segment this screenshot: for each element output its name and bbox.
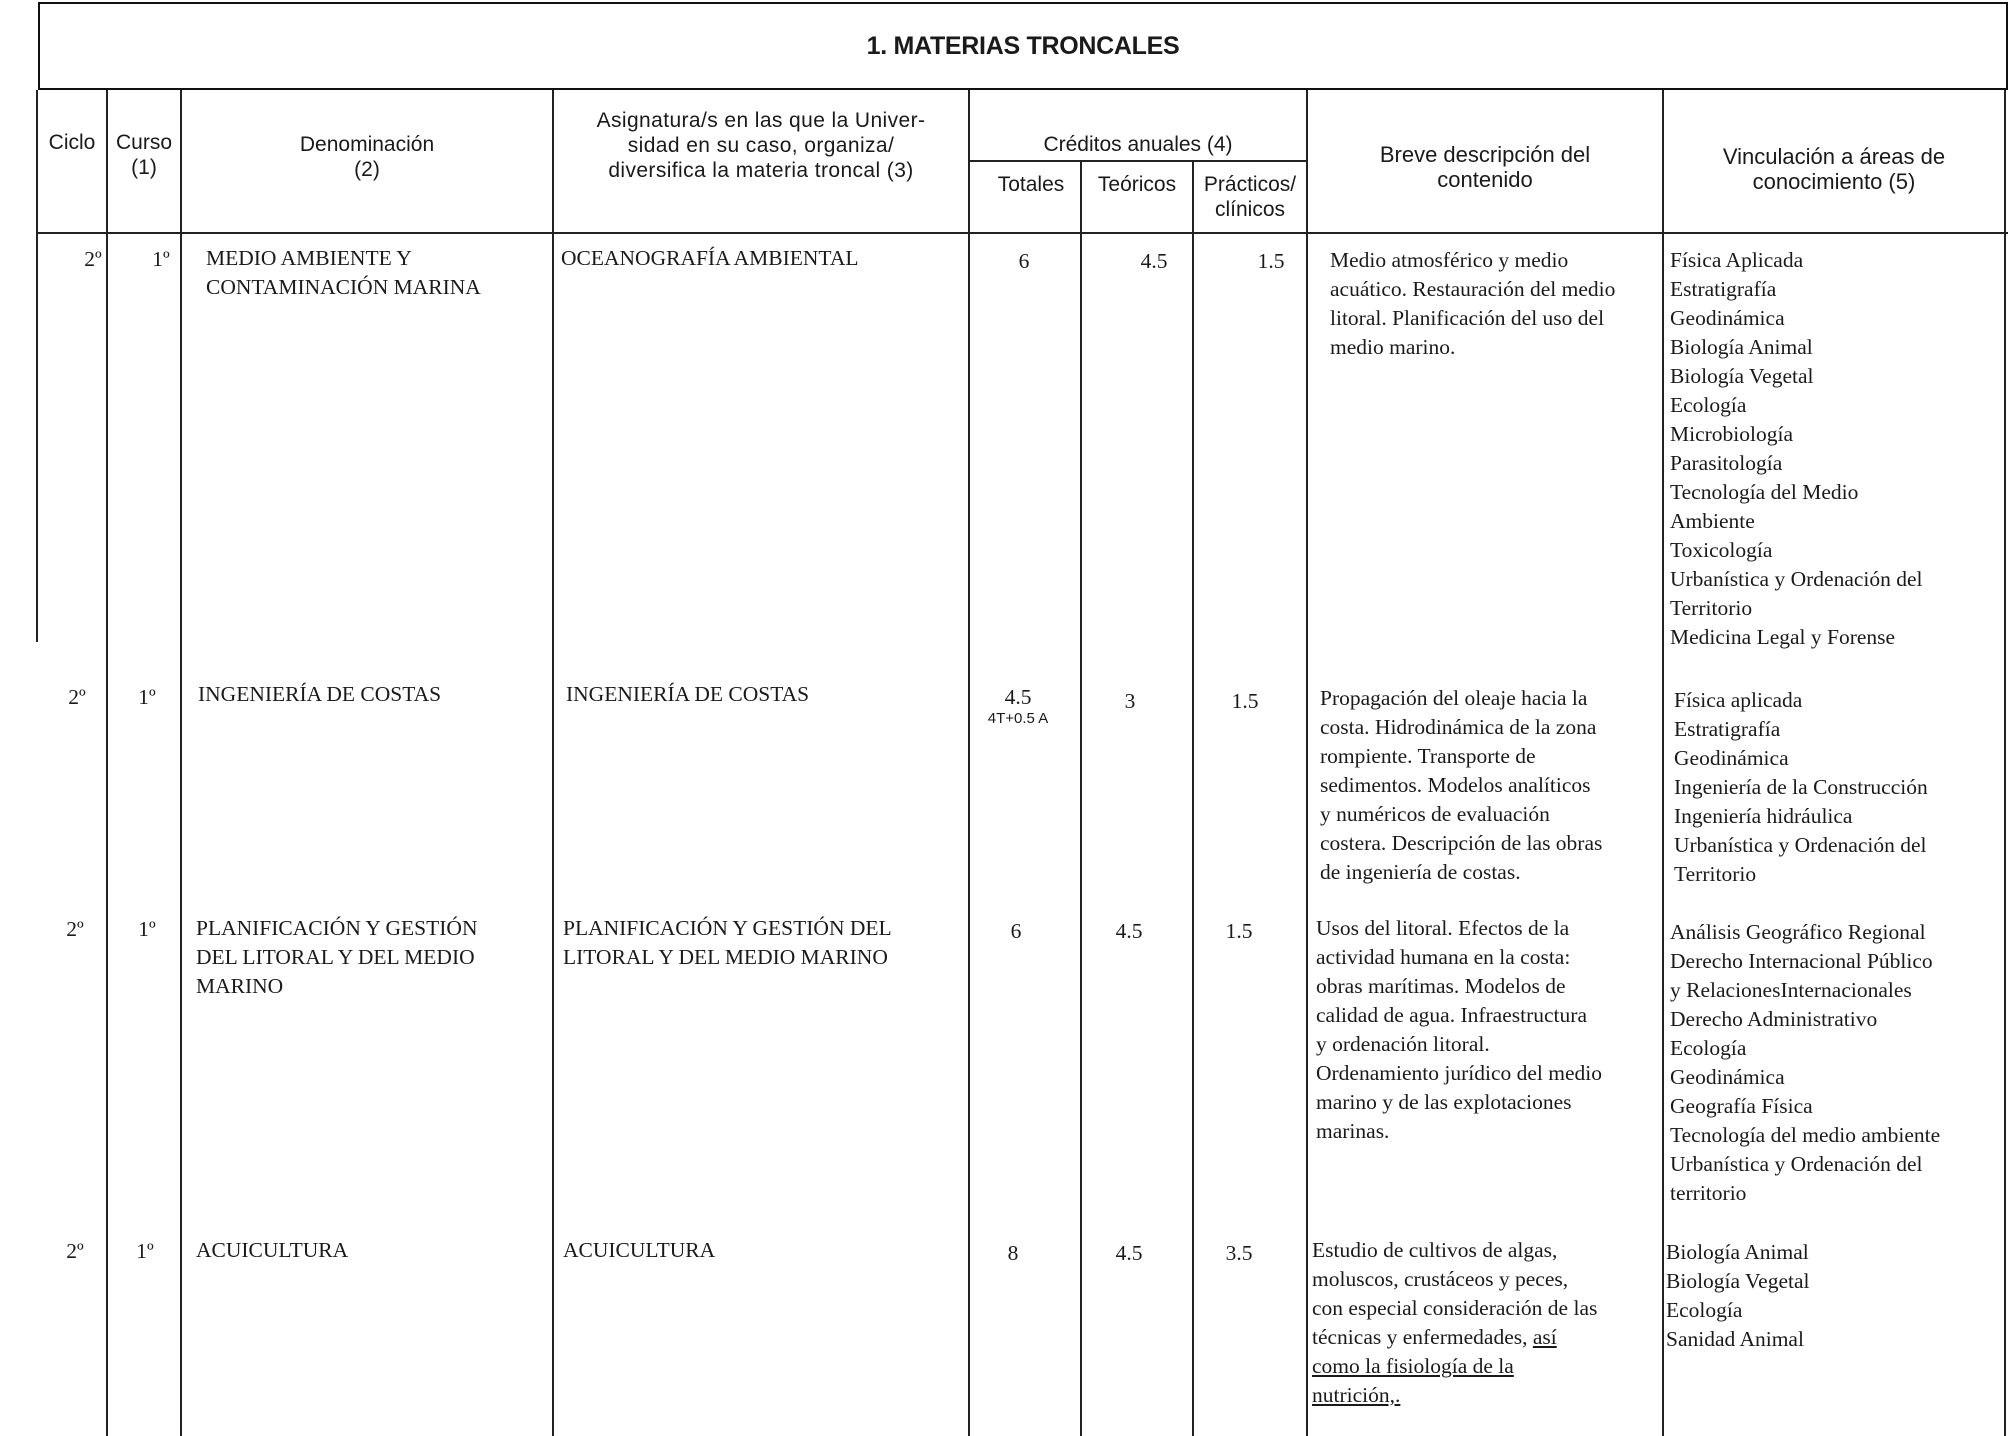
left-border [36, 90, 38, 642]
row-2-ciclo: 2º [68, 685, 86, 709]
row-2-asignatura: INGENIERÍA DE COSTAS [566, 682, 810, 706]
row-4-curso: 1º [136, 1239, 154, 1263]
row-4-teoricos: 4.5 [1115, 1241, 1143, 1265]
row-2-vinculacion: Física aplicada Estratigrafía Geodinámica Ingeniería de la Construcción Ingeniería hidráulica Urbanística y Ordenación del Territorio [1674, 688, 1928, 886]
row-2-practicos: 1.5 [1231, 689, 1259, 713]
row-3-asignatura: PLANIFICACIÓN Y GESTIÓN DEL LITORAL Y DEL MEDIO MARINO [563, 916, 892, 969]
credits-sub-rule [968, 160, 1308, 162]
header-totales: Totales [997, 173, 1065, 196]
row-1-asignatura: OCEANOGRAFÍA AMBIENTAL [561, 246, 859, 270]
row-1-practicos: 1.5 [1257, 249, 1285, 273]
col-divider-ciclo [106, 90, 108, 1436]
row-3-descripcion: Usos del litoral. Efectos de la actividad humana en la costa: obras marítimas. Modelos de calidad de agua. Infraestructura y ordenación litoral. Ordenamiento jurídico del medio marino y de las explotaciones marinas. [1316, 916, 1602, 1143]
row-4-vinculacion: Biología Animal Biología Vegetal Ecología Sanidad Animal [1666, 1240, 1810, 1351]
header-practicos: Prácticos/ clínicos [1203, 173, 1297, 221]
header-denominacion: Denominación (2) [299, 133, 435, 181]
row-2-denominacion: INGENIERÍA DE COSTAS [198, 682, 442, 706]
row-1-vinculacion: Física Aplicada Estratigrafía Geodinámica Biología Animal Biología Vegetal Ecología Microbiología Parasitología Tecnología del Medio Ambiente Toxicología Urbanística y Ordenación del Territorio Medicina Legal y Forense [1670, 248, 1923, 649]
row-1-totales: 6 [1018, 249, 1030, 273]
row-2-curso: 1º [138, 685, 156, 709]
right-border [2004, 90, 2006, 1436]
row-4-denominacion: ACUICULTURA [196, 1238, 349, 1262]
row-1-ciclo: 2º [84, 247, 102, 271]
header-teoricos: Teóricos [1097, 173, 1177, 196]
col-divider-totales [1080, 160, 1082, 1436]
row-1-denominacion: MEDIO AMBIENTE Y CONTAMINACIÓN MARINA [206, 246, 481, 299]
header-curso: Curso (1) [115, 131, 173, 179]
header-descripcion: Breve descripción del contenido [1379, 142, 1591, 192]
row-4-practicos: 3.5 [1225, 1241, 1253, 1265]
row-2-descripcion: Propagación del oleaje hacia la costa. Hidrodinámica de la zona rompiente. Transporte de sedimentos. Modelos analíticos y numéricos de evaluación costera. Descripción de las obras de ingeniería de costas. [1320, 686, 1603, 884]
row-3-practicos: 1.5 [1225, 919, 1253, 943]
row-1-curso: 1º [152, 247, 170, 271]
row-3-denominacion: PLANIFICACIÓN Y GESTIÓN DEL LITORAL Y DEL MEDIO MARINO [196, 916, 478, 998]
page-title: 1. MATERIAS TRONCALES [38, 2, 2008, 90]
header-ciclo: Ciclo [48, 131, 96, 154]
row-4-descripcion-underlined: así como la fisiología de la nutrición,. [1312, 1325, 1557, 1407]
row-2-totales-note: 4T+0.5 A [987, 710, 1049, 727]
header-bottom-rule [36, 232, 2008, 234]
row-4-ciclo: 2º [66, 1239, 84, 1263]
row-4-descripcion-text: Estudio de cultivos de algas, moluscos, crustáceos y peces, con especial consideración de las técnicas y enfermedades, [1312, 1238, 1598, 1349]
row-4-descripcion [1312, 1236, 1662, 1410]
row-4-totales: 8 [1007, 1241, 1019, 1265]
row-3-totales: 6 [1010, 919, 1022, 943]
row-1-teoricos: 4.5 [1140, 249, 1168, 273]
row-2-totales-value: 4.5 [1004, 685, 1032, 709]
col-divider-asignatura [968, 90, 970, 1436]
row-3-ciclo: 2º [66, 917, 84, 941]
col-divider-practicos [1306, 90, 1308, 1436]
row-4-asignatura: ACUICULTURA [563, 1238, 716, 1262]
row-2-totales [980, 684, 1056, 728]
header-creditos: Créditos anuales (4) [1043, 133, 1233, 156]
header-asignatura: Asignatura/s en las que la Univer- sidad en su caso, organiza/ diversifica la materia troncal (3) [596, 109, 926, 182]
col-divider-descripcion [1662, 90, 1664, 1436]
header-vinculacion: Vinculación a áreas de conocimiento (5) [1722, 144, 1946, 194]
col-divider-denominacion [552, 90, 554, 1436]
row-3-teoricos: 4.5 [1115, 919, 1143, 943]
row-2-teoricos: 3 [1124, 689, 1136, 713]
col-divider-teoricos [1192, 160, 1194, 1436]
row-1-descripcion: Medio atmosférico y medio acuático. Restauración del medio litoral. Planificación del uso del medio marino. [1330, 248, 1616, 359]
row-3-vinculacion: Análisis Geográfico Regional Derecho Internacional Público y RelacionesInternacionales Derecho Administrativo Ecología Geodinámica Geografía Física Tecnología del medio ambiente Urbanística y Ordenación del territorio [1670, 920, 1941, 1205]
col-divider-curso [180, 90, 182, 1436]
row-3-curso: 1º [138, 917, 156, 941]
